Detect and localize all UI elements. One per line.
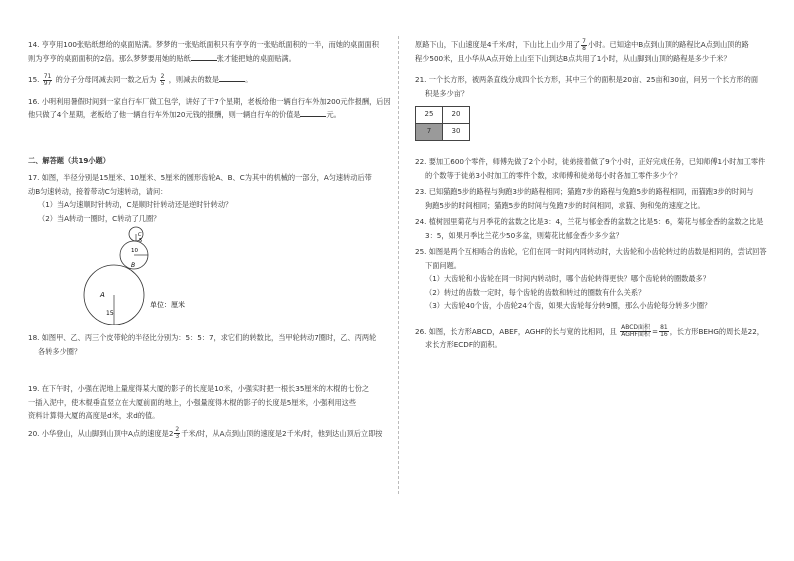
q22-line1: 22. 要加工600个零件，师傅先做了2个小时，徒弟接着做了9个小时，正好完成任务，已知师傅1小时加工零件 [415, 157, 766, 166]
q25-part1: （1）大齿轮和小齿轮在同一时间内转动时，哪个齿轮转得更快？哪个齿轮转的圈数最多？ [425, 274, 710, 283]
q25-part3: （3）大齿轮40个齿，小齿轮24个齿，如果大齿轮每分转9圈，那么小齿轮每分转多少圈？ [425, 301, 712, 310]
q25-part2: （2）转过的齿数一定时，每个齿轮的齿数和转过的圈数有什么关系？ [425, 287, 646, 297]
gear-b-label: B [131, 262, 136, 269]
right-column [415, 38, 775, 352]
section-heading: 二、解答题（共19小题） [28, 155, 110, 165]
area-ratio-fraction: $\frac{\text{ABCD面积}}{\text{AGHF面积}}$ [621, 324, 651, 338]
q24-line1: 24. 植树园里菊花与月季花的盆数之比是3：4，兰花与郁金香的盆数之比是5：6，菊花与郁金香的盆数之比是 [415, 217, 764, 226]
q20-line1: 20. 小华登山，从山脚到山顶中A点的速度是2 $\frac{2}{3}$ 千米/时，从A点到山顶的速度是2千米/时，他到达山顶后立即按 [28, 426, 383, 440]
column-divider [398, 36, 400, 494]
q15-line: 15. $\frac{71}{97}$ 的分子分母同减去同一数之后为 $\frac{2}{5}$ ，则减去的数是 。 [28, 72, 253, 87]
fraction-2-3: $\frac{2}{3}$ [175, 426, 180, 440]
rectangle-grid [415, 106, 470, 141]
q20-line2: 原路下山，下山速度是4千米/时，下山比上山少用了 $\frac{7}{8}$ 小时。已知途中B点到山顶的路程比A点到山顶的路 [415, 37, 749, 52]
q23-line2: 狗跑5步的时间相同；猫跑5步的时间与兔跑7步的时间相同，求猫、狗和兔的速度之比。 [425, 200, 705, 210]
q19-line2: 一插入泥中，使木棍垂直竖立在大厦前面的地上，小强量度得木棍的影子的长度是5厘米，小强利用这些 [28, 397, 357, 407]
fraction-2-5: $\frac{2}{5}$ [160, 72, 165, 87]
gear-a-label: A [100, 291, 105, 299]
q17-part1: （1）当A匀速顺时针转动，C是顺时针转动还是逆时针转动？ [38, 200, 233, 209]
q16-line2: 他只做了4个星期，老板给了他一辆自行车外加20元钱的报酬，则一辆自行车的价值是 元。 [28, 110, 341, 119]
q14-line2: 则为亨亨的桌面面积的2倍。那么梦梦要用她的贴纸 张才能把她的桌面贴满。 [28, 53, 296, 63]
q24-line2: 3：5，如果月季比兰花少50多盆，则菊花比郁金香少多少盆？ [425, 230, 623, 240]
q21-line2: 积是多少亩？ [425, 88, 469, 98]
fraction-71-97: $\frac{71}{97}$ [43, 72, 52, 87]
q20-line3: 程少500米，且小华从A点开始上山至下山到达B点共用了1小时，从山脚到山顶的路程是多少千米？ [415, 53, 731, 63]
grid-cell: 20 [443, 107, 470, 124]
q22-line2: 的个数等于徒弟3小时加工的零件个数，求师傅和徒弟每小时各加工零件多少个？ [425, 170, 682, 180]
q16-line1: 16. 小明利用暑假时间到一家自行车厂做工包学，讲好了干7个星期，老板给他一辆自行车外加200元作报酬，后因 [28, 96, 391, 106]
fraction-81-16: $\frac{81}{16}$ [660, 324, 668, 338]
q23-line1: 23. 已知猫跑5步的路程与狗跑3步的路程相同；猫跑7步的路程与兔跑5步的路程相同，而猫跑3步的时间与 [415, 187, 754, 196]
q18-line1: 18. 如图甲、乙、丙三个皮带轮的半径比分别为：5：5：7，求它们的转数比，当甲轮转动7圈时，乙、丙两轮 [28, 333, 377, 342]
unit-label: 单位：厘米 [150, 301, 185, 309]
fraction-7-8: $\frac{7}{8}$ [582, 37, 586, 52]
radius-10-label: 10 [131, 248, 138, 254]
q17-line2: 动B匀速转动，接着带动C匀速转动，请问： [28, 186, 168, 196]
grid-cell: 25 [416, 107, 443, 124]
q21-line1: 21. 一个长方形，被两条直线分成四个长方形，其中三个的面积是20亩、25亩和30亩，问另一个长方形的面 [415, 75, 759, 84]
grid-cell: 30 [443, 124, 470, 141]
left-column [28, 38, 391, 440]
answer-blank[interactable] [219, 73, 245, 82]
q25-line1: 25. 如图是两个互相啮合的齿轮，它们在同一时间内同转动时，大齿轮和小齿轮转过的齿数是相同的，尝试回答 [415, 247, 767, 256]
q19-line3: 资料计算得大厦的高度是d米，求d的值。 [28, 411, 160, 420]
q17-part2: （2）当A转动一圈时，C转动了几圈？ [38, 213, 161, 223]
gear-c-label: C [138, 232, 142, 238]
grid-cell-shaded: 7 [416, 124, 443, 141]
q26-line2: 求长方形ECDF的面积。 [425, 340, 502, 349]
radius-15-label: 15 [106, 310, 114, 317]
q14-line1: 14. 亨亨用100张贴纸想给的桌面贴满。梦梦的一张贴纸面积只有亨亨的一张贴纸面积的一半，而她的桌面面积 [28, 40, 379, 49]
radius-5-label: 5 [139, 238, 143, 244]
gear-figure [56, 225, 256, 325]
q18-line2: 各转多少圈？ [38, 346, 82, 356]
q26-line1: 26. 如图，长方形ABCD，ABEF，AGHF的长与宽的比相同，且 $\frac{\text{ABCD面积}}{\text{AGHF面积}}$ = $\frac{81}{16}$ ，长方形BEHG的周长是22， [415, 324, 764, 338]
q17-line1: 17. 如图，半径分别是15厘米、10厘米、5厘米的圆形齿轮A、B、C为其中的机械的一部分，A匀速转动后带 [28, 173, 372, 182]
q25-line2: 下面问题。 [425, 260, 461, 270]
q19-line1: 19. 在下午时，小强在泥地上量度得某大厦的影子的长度是10米，小强实时把一根长35厘米的木棍的七份之 [28, 384, 370, 393]
answer-blank[interactable] [191, 52, 217, 61]
answer-blank[interactable] [300, 108, 326, 117]
